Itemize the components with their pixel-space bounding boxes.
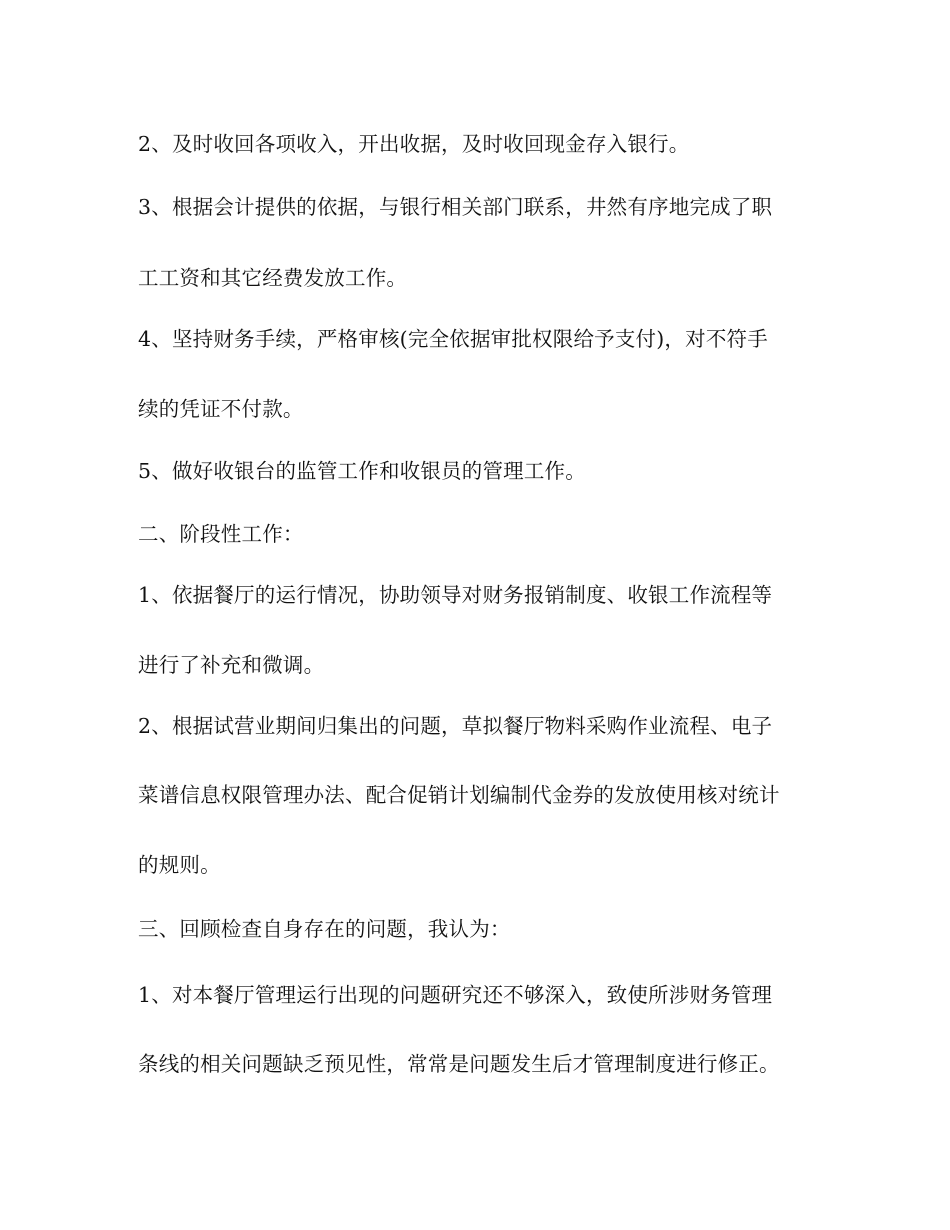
text-line: 三、回顾检查自身存在的问题，我认为： <box>138 917 511 941</box>
text-line: 1、依据餐厅的运行情况，协助领导对财务报销制度、收银工作流程等 <box>138 583 773 607</box>
text-line: 5、做好收银台的监管工作和收银员的管理工作。 <box>138 459 586 483</box>
text-line: 的规则。 <box>138 853 221 877</box>
text-line: 2、及时收回各项收入，开出收据，及时收回现金存入银行。 <box>138 132 690 156</box>
text-line: 二、阶段性工作： <box>138 522 304 546</box>
text-line: 4、坚持财务手续，严格审核(完全依据审批权限给予支付)，对不符手 <box>138 327 768 351</box>
text-line: 续的凭证不付款。 <box>138 397 304 421</box>
text-line: 工工资和其它经费发放工作。 <box>138 266 408 290</box>
text-line: 菜谱信息权限管理办法、配合促销计划编制代金券的发放使用核对统计 <box>138 783 780 807</box>
text-line: 进行了补充和微调。 <box>138 653 325 677</box>
text-line: 条线的相关问题缺乏预见性，常常是问题发生后才管理制度进行修正。 <box>138 1052 780 1076</box>
text-line: 3、根据会计提供的依据，与银行相关部门联系，井然有序地完成了职 <box>138 195 773 219</box>
text-line: 1、对本餐厅管理运行出现的问题研究还不够深入，致使所涉财务管理 <box>138 983 773 1007</box>
text-line: 2、根据试营业期间归集出的问题，草拟餐厅物料采购作业流程、电子 <box>138 714 773 738</box>
